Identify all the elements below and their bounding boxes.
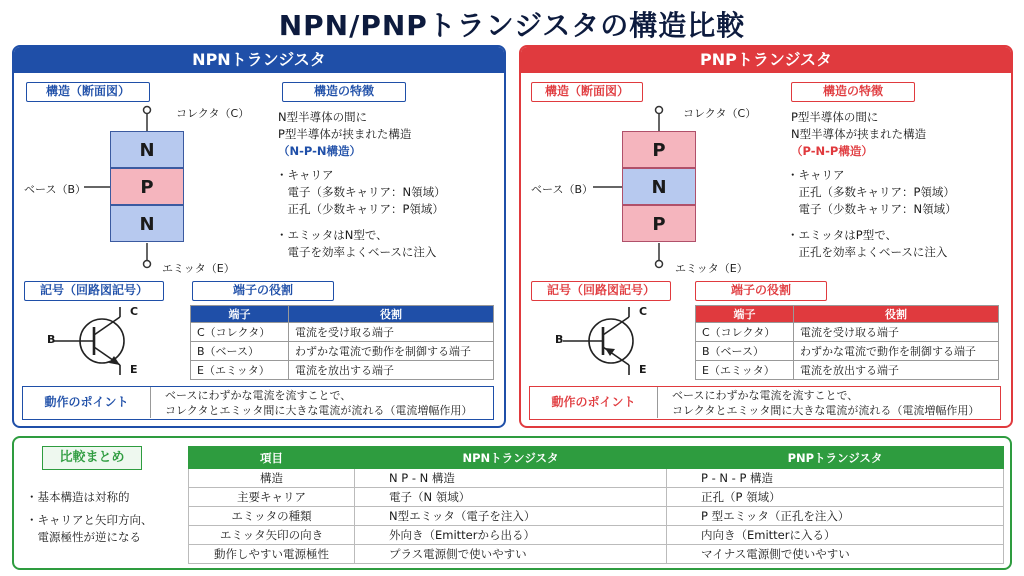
cmp-head-pnp: PNPトランジスタ [667, 447, 1004, 469]
pnp-feature-accent: （P-N-P構造） [791, 144, 873, 158]
npn-role-desc: わずかな電流で動作を制御する端子 [289, 342, 494, 361]
npn-role-terminal: E（エミッタ） [191, 361, 289, 380]
npn-emitter-line-2: 電子を効率よくベースに注入 [276, 245, 437, 259]
npn-symbol-c: C [130, 305, 139, 318]
npn-feature-line-2: P型半導体が挟まれた構造 [278, 127, 412, 141]
table-row [189, 545, 1004, 564]
pnp-emitter-line-1: ・エミッタはP型で、 [787, 228, 897, 242]
pnp-carrier-line-3: 電子（少数キャリア：N領域） [787, 202, 957, 216]
pnp-feature-line-1: P型半導体の間に [791, 110, 879, 124]
npn-transistor-symbol-icon [54, 305, 154, 377]
npn-point-line-1: ベースにわずかな電流を流すことで、 [165, 389, 352, 402]
npn-point-text [165, 387, 472, 418]
cmp-item: 動作しやすい電源極性 [189, 545, 355, 564]
cmp-pnp-value: P 型エミッタ（正孔を注入） [667, 507, 1004, 526]
pnp-collector-label: コレクタ（C） [683, 107, 757, 120]
pnp-role-terminal: E（エミッタ） [696, 361, 794, 380]
npn-point-box [22, 386, 494, 420]
npn-collector-label: コレクタ（C） [176, 107, 250, 120]
pnp-symbol-b: B [555, 333, 564, 346]
npn-emitter-line-1: ・エミッタはN型で、 [276, 228, 388, 242]
comparison-table [188, 446, 1004, 564]
pnp-layer-3: P [622, 205, 696, 242]
npn-roles-label: 端子の役割 [192, 281, 334, 301]
npn-feature-line-1: N型半導体の間に [278, 110, 368, 124]
npn-panel-header: NPNトランジスタ [14, 47, 504, 73]
pnp-transistor-symbol-icon [563, 305, 663, 377]
cmp-npn-value: プラス電源側で使いやすい [355, 545, 667, 564]
table-row [191, 342, 494, 361]
cmp-npn-value: N型エミッタ（電子を注入） [355, 507, 667, 526]
npn-role-desc: 電流を受け取る端子 [289, 323, 494, 342]
npn-roles-head-role: 役割 [289, 306, 494, 323]
pnp-feature-line-2: N型半導体が挟まれた構造 [791, 127, 927, 141]
npn-roles-head-terminal: 端子 [191, 306, 289, 323]
pnp-symbol-label: 記号（回路図記号） [531, 281, 671, 301]
pnp-roles-head-role: 役割 [794, 306, 999, 323]
pnp-roles-table [695, 305, 999, 380]
npn-carrier-line-3: 正孔（少数キャリア：P領域） [276, 202, 444, 216]
npn-panel [12, 45, 506, 428]
npn-base-label: ベース（B） [24, 183, 86, 196]
pnp-carrier-line-2: 正孔（多数キャリア：P領域） [787, 185, 955, 199]
table-row [191, 323, 494, 342]
pnp-layer-2: N [622, 168, 696, 205]
summary-panel [12, 436, 1012, 570]
cmp-pnp-value: 内向き（Emitterに入る） [667, 526, 1004, 545]
npn-layer-2: P [110, 168, 184, 205]
pnp-roles-head-terminal: 端子 [696, 306, 794, 323]
npn-emitter-label: エミッタ（E） [162, 262, 235, 275]
table-row [696, 323, 999, 342]
npn-role-terminal: B（ベース） [191, 342, 289, 361]
table-row [189, 507, 1004, 526]
pnp-point-line-1: ベースにわずかな電流を流すことで、 [672, 389, 859, 402]
pnp-symbol-e: E [639, 363, 647, 376]
cmp-head-npn: NPNトランジスタ [355, 447, 667, 469]
cmp-item: 構造 [189, 469, 355, 488]
npn-layer-1: N [110, 131, 184, 168]
cmp-item: エミッタ矢印の向き [189, 526, 355, 545]
cmp-npn-value: N P - N 構造 [355, 469, 667, 488]
pnp-point-line-2: コレクタとエミッタ間に大きな電流が流れる（電流増幅作用） [672, 404, 980, 417]
pnp-features-label: 構造の特徴 [791, 82, 915, 102]
npn-symbol-e: E [130, 363, 138, 376]
npn-layer-3: N [110, 205, 184, 242]
pnp-emitter-line-2: 正孔を効率よくベースに注入 [787, 245, 948, 259]
table-row [696, 361, 999, 380]
pnp-panel-header: PNPトランジスタ [521, 47, 1011, 73]
npn-role-terminal: C（コレクタ） [191, 323, 289, 342]
pnp-roles-label: 端子の役割 [695, 281, 827, 301]
summary-note-2: ・キャリアと矢印方向、 [26, 513, 153, 527]
cmp-item: 主要キャリア [189, 488, 355, 507]
summary-note-3: 電源極性が逆になる [26, 530, 141, 544]
pnp-role-terminal: C（コレクタ） [696, 323, 794, 342]
pnp-base-label: ベース（B） [531, 183, 593, 196]
npn-features-label: 構造の特徴 [282, 82, 406, 102]
page-title: NPN/PNPトランジスタの構造比較 [278, 9, 746, 42]
pnp-role-terminal: B（ベース） [696, 342, 794, 361]
npn-symbol-b: B [47, 333, 56, 346]
cmp-pnp-value: 正孔（P 領域） [667, 488, 1004, 507]
npn-symbol-label: 記号（回路図記号） [24, 281, 164, 301]
npn-structure-label: 構造（断面図） [26, 82, 150, 102]
npn-feature-accent: （N-P-N構造） [278, 144, 362, 158]
table-row [696, 342, 999, 361]
table-row [189, 526, 1004, 545]
pnp-carrier-line-1: ・キャリア [787, 168, 845, 182]
npn-role-desc: 電流を放出する端子 [289, 361, 494, 380]
cmp-pnp-value: マイナス電源側で使いやすい [667, 545, 1004, 564]
pnp-panel [519, 45, 1013, 428]
npn-carrier-line-1: ・キャリア [276, 168, 334, 182]
cmp-head-item: 項目 [189, 447, 355, 469]
npn-point-label: 動作のポイント [23, 387, 151, 418]
summary-note-1: ・基本構造は対称的 [26, 490, 130, 504]
pnp-point-box [529, 386, 1001, 420]
pnp-symbol-c: C [639, 305, 648, 318]
cmp-pnp-value: P - N - P 構造 [667, 469, 1004, 488]
pnp-layer-1: P [622, 131, 696, 168]
table-row [189, 488, 1004, 507]
table-row [189, 469, 1004, 488]
summary-label: 比較まとめ [42, 446, 142, 470]
table-row [191, 361, 494, 380]
npn-roles-table [190, 305, 494, 380]
pnp-point-label: 動作のポイント [530, 387, 658, 418]
pnp-emitter-label: エミッタ（E） [675, 262, 748, 275]
pnp-role-desc: 電流を受け取る端子 [794, 323, 999, 342]
npn-carrier-line-2: 電子（多数キャリア：N領域） [276, 185, 446, 199]
cmp-item: エミッタの種類 [189, 507, 355, 526]
cmp-npn-value: 外向き（Emitterから出る） [355, 526, 667, 545]
pnp-point-text [672, 387, 979, 418]
pnp-role-desc: 電流を放出する端子 [794, 361, 999, 380]
pnp-role-desc: わずかな電流で動作を制御する端子 [794, 342, 999, 361]
npn-point-line-2: コレクタとエミッタ間に大きな電流が流れる（電流増幅作用） [165, 404, 473, 417]
cmp-npn-value: 電子（N 領域） [355, 488, 667, 507]
pnp-structure-label: 構造（断面図） [531, 82, 643, 102]
